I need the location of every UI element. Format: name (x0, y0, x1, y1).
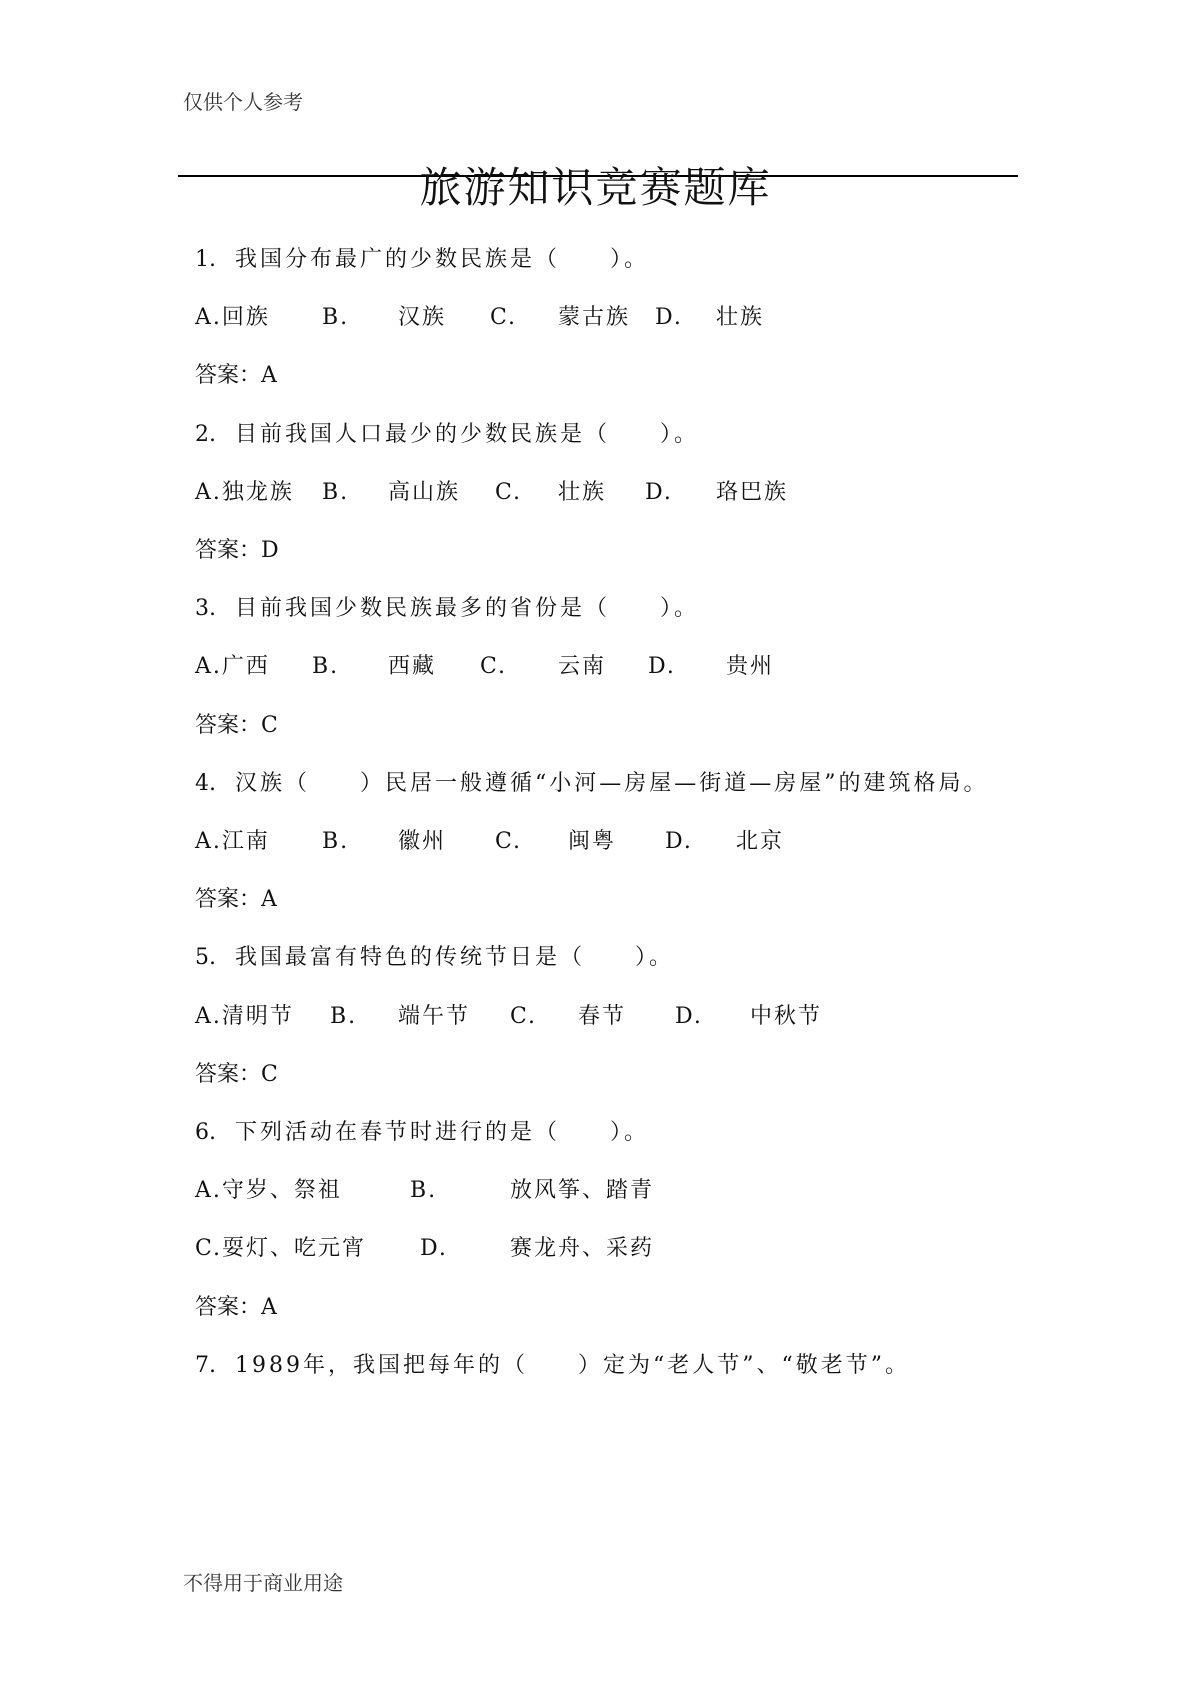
option-text: A.守岁、祭祖 (195, 1178, 342, 1204)
option-text: B. (322, 829, 350, 854)
option-text: B. (410, 1178, 438, 1204)
option-text: C. (510, 1003, 538, 1029)
option-text: 云南 (558, 654, 607, 680)
question-text (195, 1348, 910, 1384)
question-text (195, 1115, 649, 1151)
footer-note: 不得用于商业用途 (183, 1571, 343, 1595)
page-title: 旅游知识竞赛题库 (419, 163, 772, 212)
option-text: 放风筝、踏青 (510, 1178, 655, 1204)
option-text: 春节 (578, 1003, 627, 1029)
question-body: 目前我国少数民族最多的省份是（ ）。 (235, 596, 700, 622)
question-number: 6. (195, 1120, 216, 1145)
option-text: D. (648, 654, 676, 680)
option-text: D. (665, 829, 693, 854)
option-text: 蒙古族 (558, 305, 631, 331)
question-text (195, 766, 989, 802)
option-text: 珞巴族 (716, 479, 789, 505)
option-text: 壮族 (716, 305, 765, 331)
option-text: B. (322, 479, 350, 505)
option-text: D. (675, 1003, 703, 1029)
option-text: C. (495, 829, 523, 854)
answer-line: 答案：A (195, 887, 277, 913)
option-text: A.清明节 (195, 1003, 294, 1029)
option-text: 西藏 (388, 654, 437, 680)
question-text (195, 940, 674, 976)
question-text (195, 242, 649, 278)
option-text: A.广西 (195, 654, 270, 680)
question-number: 4. (195, 770, 216, 796)
question-body: 目前我国人口最少的少数民族是（ ）。 (235, 421, 700, 447)
question-number: 5. (195, 945, 216, 971)
question-text (195, 591, 699, 627)
question-body: 汉族（ ）民居一般遵循“小河—房屋—街道—房屋”的建筑格局。 (235, 770, 989, 796)
option-text: B. (330, 1003, 358, 1029)
option-text: C. (490, 305, 518, 331)
option-text: 高山族 (388, 479, 461, 505)
option-text: C. (495, 479, 523, 505)
answer-line: 答案：A (195, 363, 277, 389)
question-number: 3. (195, 596, 216, 622)
option-text: 中秋节 (750, 1003, 823, 1029)
option-text: 徽州 (398, 829, 447, 854)
answer-line: 答案：C (195, 712, 278, 738)
question-number: 2. (195, 421, 216, 447)
question-number: 7. (195, 1352, 216, 1378)
option-text: B. (312, 654, 340, 680)
option-text: A.江南 (195, 829, 270, 854)
question-text (195, 417, 699, 453)
question-body: 我国最富有特色的传统节日是（ ）。 (235, 945, 675, 971)
option-text: 贵州 (726, 654, 775, 680)
option-text: C. (480, 654, 508, 680)
option-text: B. (322, 305, 350, 331)
option-text: 北京 (736, 829, 785, 854)
answer-line: 答案：D (195, 538, 279, 563)
answer-line: 答案：A (195, 1294, 277, 1320)
question-body: 下列活动在春节时进行的是（ ）。 (235, 1120, 650, 1145)
header-note: 仅供个人参考 (183, 90, 303, 114)
option-text: 壮族 (558, 479, 607, 505)
question-body: 我国分布最广的少数民族是（ ）。 (235, 247, 650, 272)
answer-line: 答案：C (195, 1061, 278, 1087)
question-body: 1989年，我国把每年的（ ）定为“老人节”、“敬老节”。 (235, 1352, 910, 1378)
option-text: D. (645, 479, 673, 505)
option-text: 闽粤 (568, 829, 617, 854)
option-text: 赛龙舟、采药 (510, 1236, 655, 1262)
option-text: C.耍灯、吃元宵 (195, 1236, 367, 1262)
option-text: A.回族 (195, 305, 270, 331)
option-text: D. (655, 305, 683, 331)
question-number: 1. (195, 247, 216, 272)
option-text: D. (420, 1236, 448, 1262)
option-text: A.独龙族 (195, 479, 294, 505)
option-text: 汉族 (398, 305, 447, 331)
option-text: 端午节 (398, 1003, 471, 1029)
